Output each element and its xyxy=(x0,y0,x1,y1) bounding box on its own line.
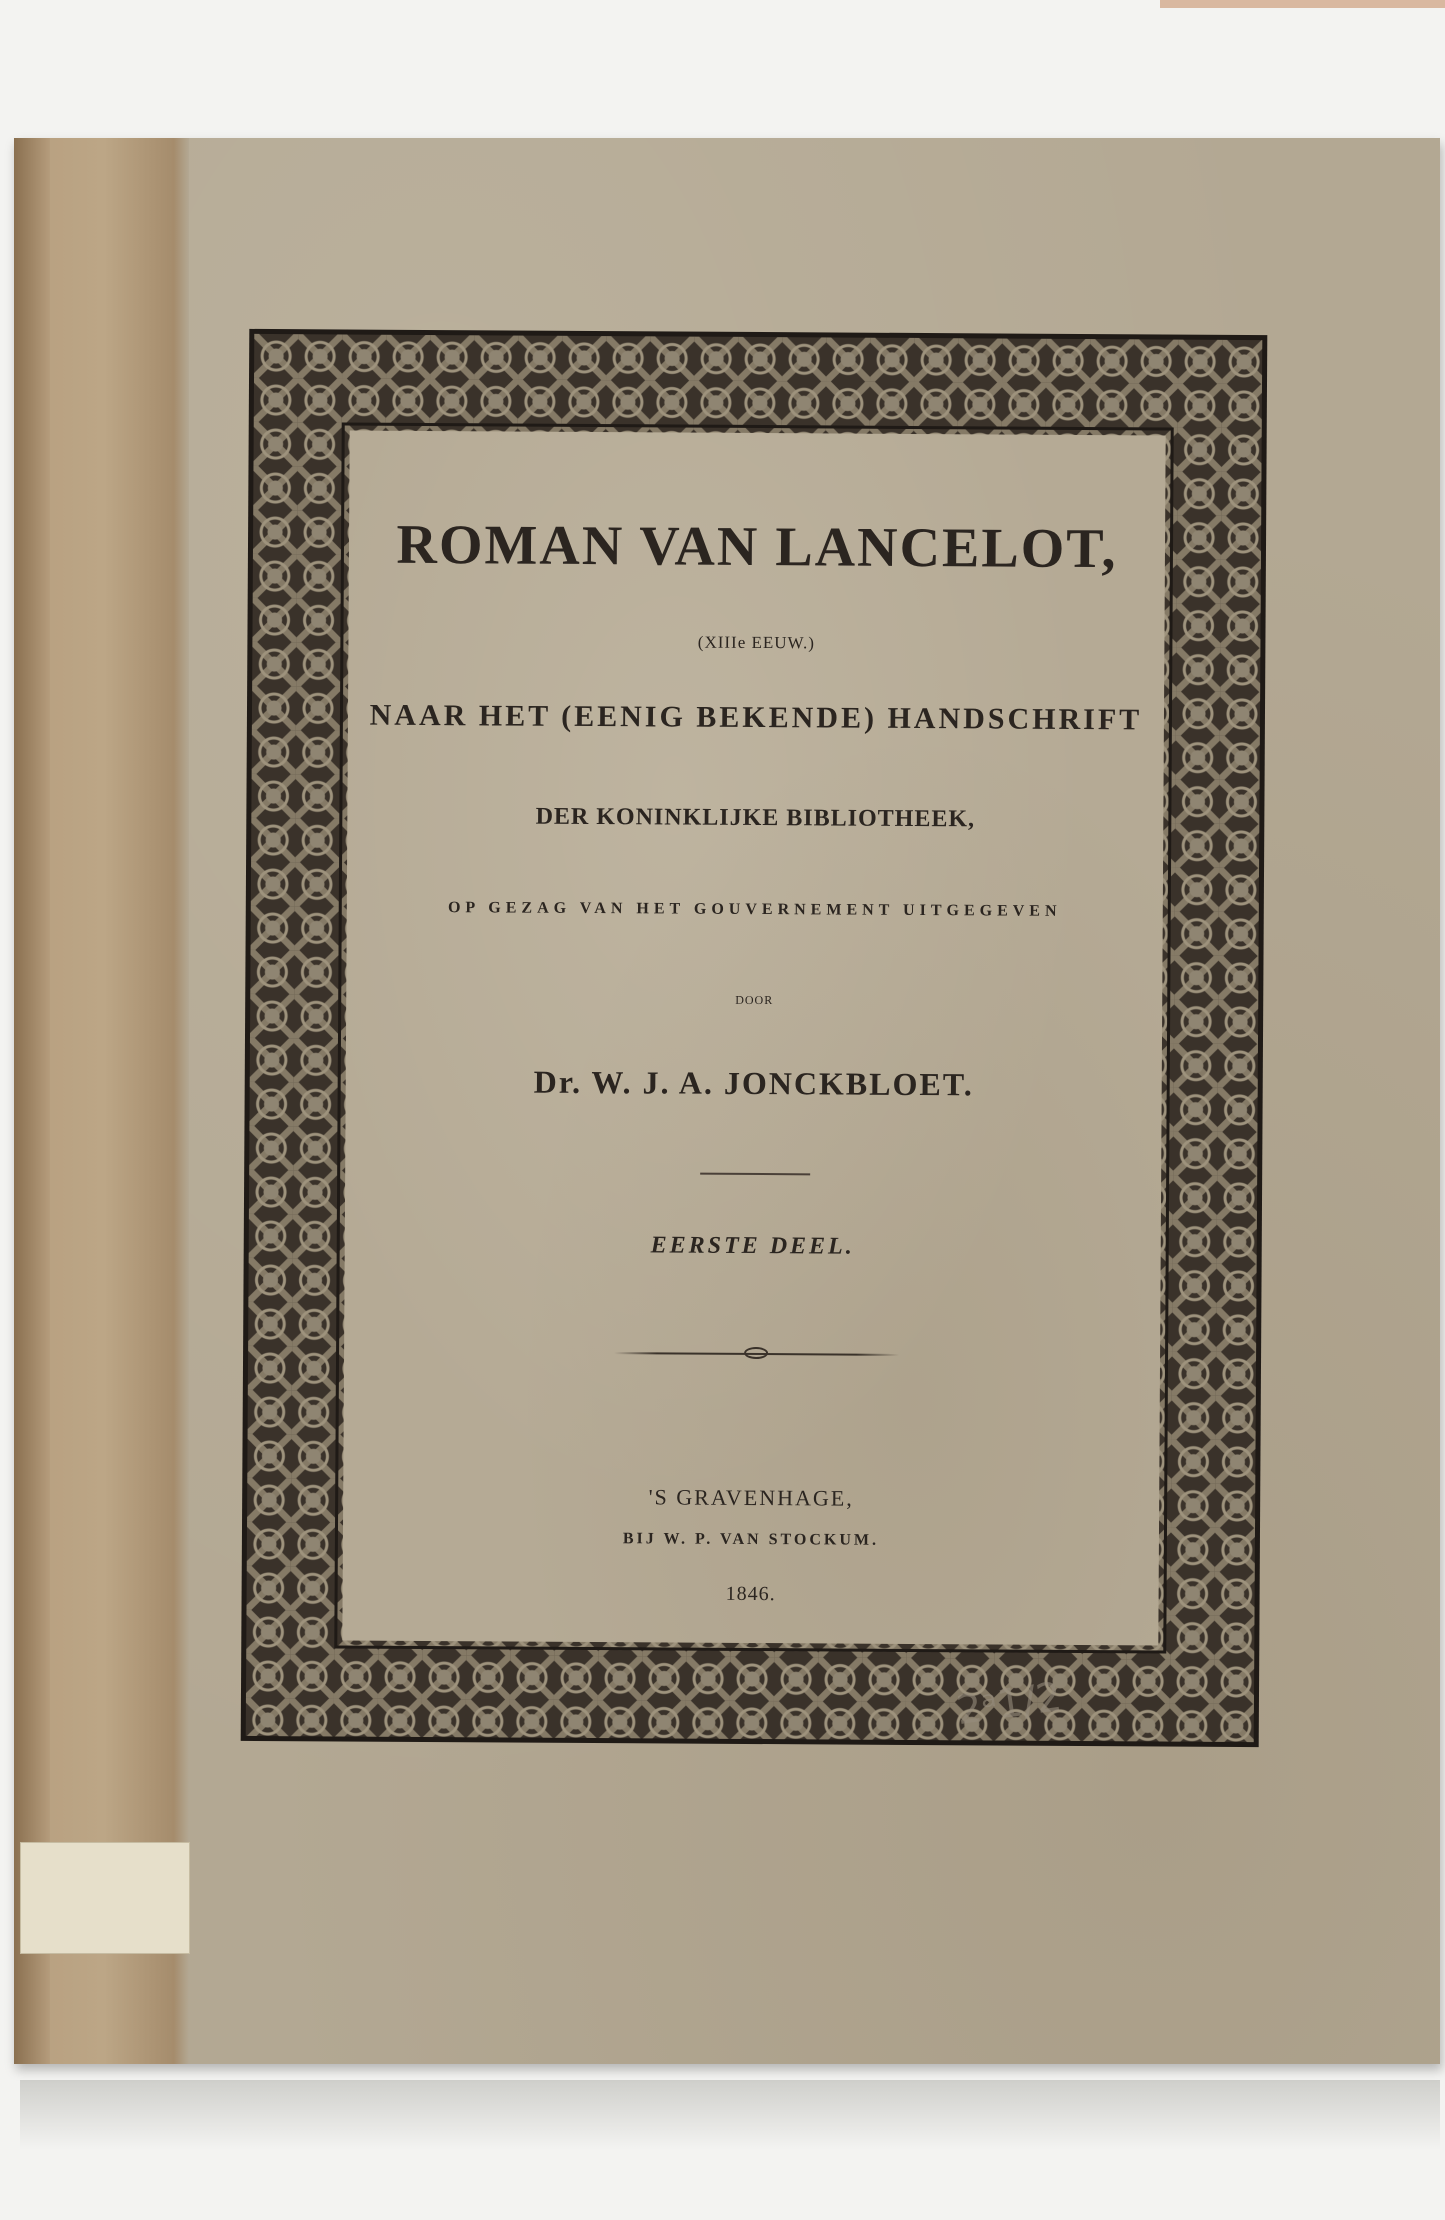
table-shadow xyxy=(20,2080,1440,2150)
volume-label: EERSTE DEEL. xyxy=(650,1232,855,1260)
publication-year: 1846. xyxy=(725,1582,776,1606)
by-label: DOOR xyxy=(735,992,774,1008)
ornament-knot xyxy=(744,1347,768,1359)
subtitle-line-1: NAAR HET (EENIG BEKENDE) HANDSCHRIFT xyxy=(369,698,1143,737)
pencil-annotation: 2ᵃ1/2 xyxy=(953,1673,1065,1735)
subtitle-line-3: OP GEZAG VAN HET GOUVERNEMENT UITGEGEVEN xyxy=(447,899,1062,920)
shelf-edge xyxy=(1160,0,1445,8)
author-name: Dr. W. J. A. JONCKBLOET. xyxy=(533,1063,974,1103)
subtitle-line-2: DER KONINKLIJKE BIBLIOTHEEK, xyxy=(535,803,976,833)
ornamental-frame xyxy=(241,329,1268,1747)
ornamental-border xyxy=(246,334,1263,1742)
publication-place: 'S GRAVENHAGE, xyxy=(648,1484,854,1511)
book-cover xyxy=(14,138,1440,2064)
divider-rule xyxy=(700,1173,810,1176)
publisher-name: BIJ W. P. VAN STOCKUM. xyxy=(622,1530,880,1549)
century-note: (XIIIe EEUW.) xyxy=(697,632,816,653)
title-page xyxy=(342,431,1165,1646)
book-title: ROMAN VAN LANCELOT, xyxy=(396,513,1118,581)
book-spine xyxy=(14,138,189,2064)
spine-edge xyxy=(14,138,50,2064)
library-label xyxy=(20,1842,190,1954)
